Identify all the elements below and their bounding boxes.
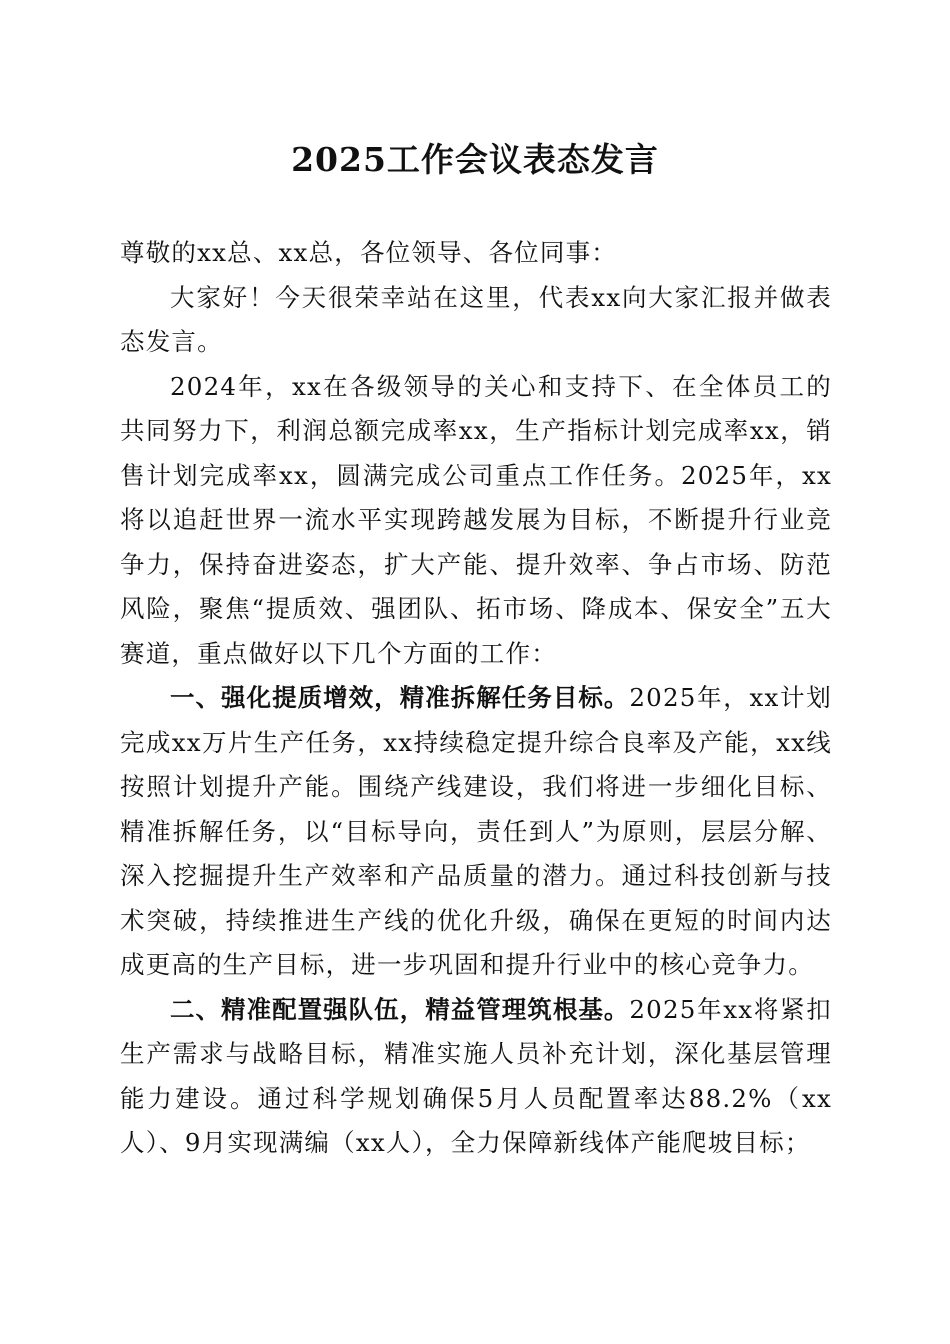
salutation: 尊敬的xx总、xx总，各位领导、各位同事： bbox=[120, 238, 617, 267]
section-1 bbox=[120, 676, 832, 988]
paragraph-greeting: 大家好！今天很荣幸站在这里，代表xx向大家汇报并做表态发言。 bbox=[120, 282, 832, 356]
document-body bbox=[120, 231, 832, 1166]
section-1-text: 2025年，xx计划完成xx万片生产任务，xx持续稳定提升综合良率及产能，xx线按照计划提升产能。围绕产线建设，我们将进一步细化目标、精准拆解任务，以“目标导向，责任到人”为原则，层层分解、深入挖掘提升生产效率和产品质量的潜力。通过科技创新与技术突破，持续推进生产线的优化升级，确保在更短的时间内达成更高的生产目标，进一步巩固和提升行业中的核心竞争力。 bbox=[120, 683, 832, 979]
document-title: 2025工作会议表态发言 bbox=[291, 140, 659, 179]
section-2-heading: 二、精准配置强队伍，精益管理筑根基。 bbox=[170, 994, 630, 1024]
section-1-heading: 一、强化提质增效，精准拆解任务目标。 bbox=[170, 683, 630, 712]
paragraph-summary: 2024年，xx在各级领导的关心和支持下、在全体员工的共同努力下，利润总额完成率xx，生产指标计划完成率xx，销售计划完成率xx，圆满完成公司重点工作任务。2025年，xx将以追赶世界一流水平实现跨越发展为目标，不断提升行业竞争力，保持奋进姿态，扩大产能、提升效率、争占市场、防范风险，聚焦“提质效、强团队、拓市场、降成本、保安全”五大赛道，重点做好以下几个方面的工作： bbox=[120, 371, 832, 668]
section-2-text: 2025年xx将紧扣生产需求与战略目标，精准实施人员补充计划，深化基层管理能力建设。通过科学规划确保5月人员配置率达88.2%（xx人）、9月实现满编（xx人），全力保障新线体产能爬坡目标； bbox=[120, 994, 832, 1157]
section-2 bbox=[120, 988, 832, 1166]
